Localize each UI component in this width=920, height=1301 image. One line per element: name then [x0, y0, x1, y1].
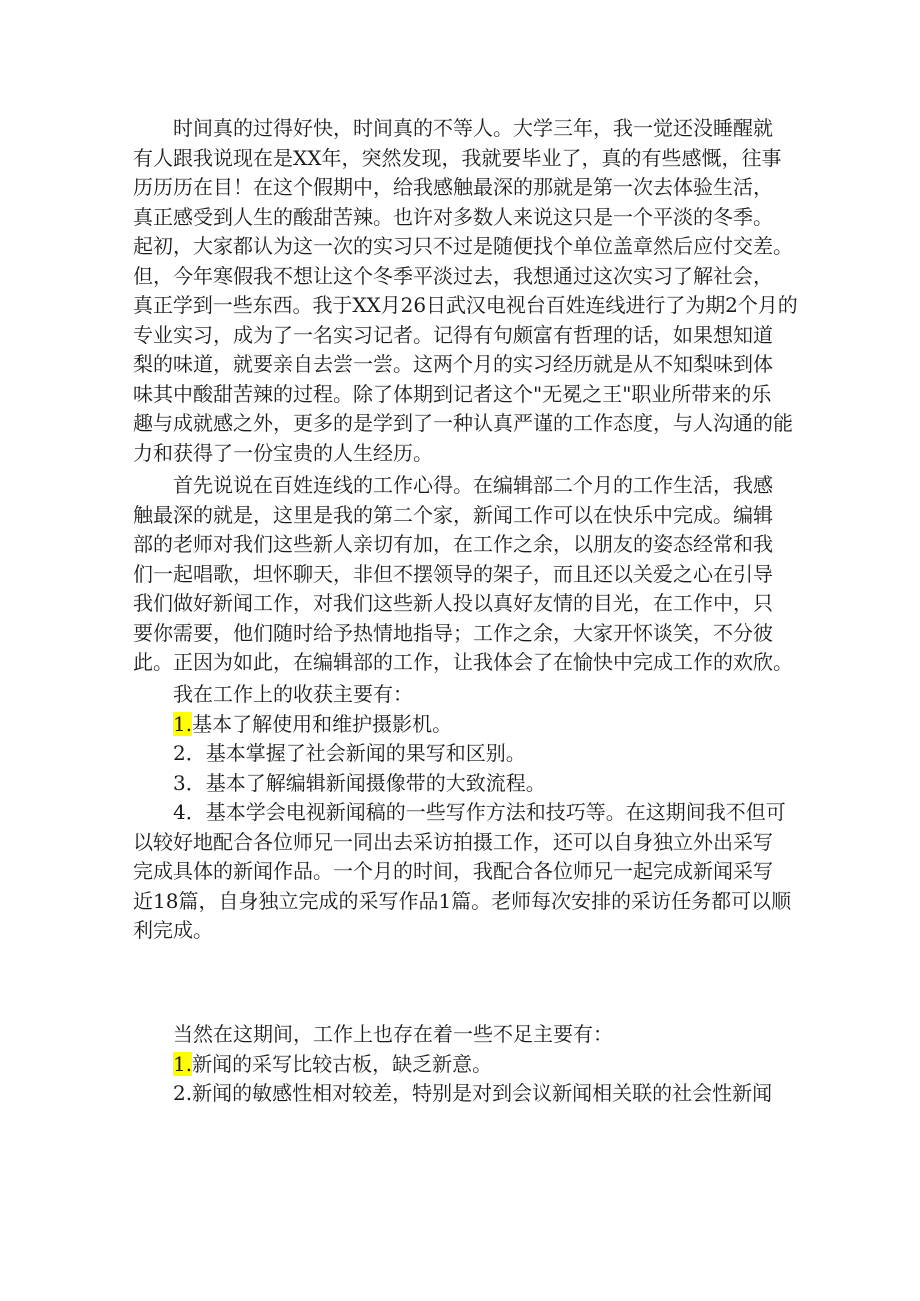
list-text: 新闻的采写比较古板，缺乏新意。: [192, 1051, 493, 1076]
text-line: 真正学到一些东西。我于XX月26日武汉电视台百姓连线进行了为期2个月的: [133, 293, 798, 317]
list-number: 3．: [173, 770, 206, 795]
text-line: 梨的味道，就要亲自去尝一尝。这两个月的实习经历就是从不知梨味到体: [133, 352, 773, 376]
list-item: [133, 1050, 798, 1080]
text-line: 我们做好新闻工作，对我们这些新人投以真好友情的目光，在工作中，只: [133, 591, 773, 615]
list-text: 基本了解编辑新闻摄像带的大致流程。: [205, 770, 546, 795]
text-line: 完成具体的新闻作品。一个月的时间，我配合各位师兄一起完成新闻采写: [133, 859, 773, 883]
text-line: 真正感受到人生的酸甜苦辣。也许对多数人来说这只是一个平淡的冬季。: [133, 204, 773, 229]
paragraph-work-experience: [133, 471, 798, 678]
text-line: 触最深的就是，这里是我的第二个家，新闻工作可以在快乐中完成。编辑: [133, 502, 773, 527]
text-line: 利完成。: [133, 918, 213, 942]
list-item: [133, 769, 798, 799]
gains-section: [133, 680, 798, 798]
list-number-highlighted: 1.: [173, 711, 193, 736]
paragraph-gain-four: [133, 798, 798, 946]
text-line: 近18篇，自身独立完成的采写作品1篇。老师每次安排的采访任务都可以顺: [133, 888, 792, 913]
text-line: 起初，大家都认为这一次的实习只不过是随便找个单位盖章然后应付交差。: [133, 234, 793, 258]
shortfalls-heading: 当然在这期间，工作上也存在着一些不足主要有：: [133, 1022, 613, 1046]
list-item: [133, 1079, 798, 1109]
list-number-highlighted: 1.: [173, 1051, 193, 1076]
text-line: 力和获得了一份宝贵的人生经历。: [133, 440, 433, 465]
list-number: 2.: [173, 1081, 193, 1105]
list-item: [133, 739, 798, 769]
list-text: 基本掌握了社会新闻的果写和区别。: [205, 741, 526, 765]
text-line: 们一起唱歌，坦怀聊天，非但不摆领导的架子，而且还以关爱之心在引导: [133, 561, 773, 586]
text-line: 专业实习，成为了一名实习记者。记得有句颇富有哲理的话，如果想知道: [133, 322, 773, 347]
text-line: 有人跟我说现在是XX年，突然发现，我就要毕业了，真的有些感慨，往事: [133, 145, 782, 170]
list-item: [133, 710, 798, 740]
paragraph-intro: [133, 114, 798, 468]
shortfalls-section: [133, 1020, 798, 1109]
text-line: 4．基本学会电视新闻稿的一些写作方法和技巧等。在这期间我不但可: [133, 800, 786, 824]
text-line: 味其中酸甜苦辣的过程。除了体期到记者这个"无冕之王"职业所带来的乐: [133, 381, 772, 406]
text-line: 但，今年寒假我不想让这个冬季平淡过去，我想通过这次实习了解社会，: [133, 263, 773, 288]
text-line: 历历历在目！在这个假期中，给我感触最深的那就是第一次去体验生活，: [133, 175, 773, 199]
text-line: 此。正因为如此，在编辑部的工作，让我体会了在愉快中完成工作的欢欣。: [133, 650, 793, 674]
text-line: 趣与成就感之外，更多的是学到了一种认真严谨的工作态度，与人沟通的能: [133, 411, 793, 435]
text-line: 首先说说在百姓连线的工作心得。在编辑部二个月的工作生活，我感: [133, 473, 773, 497]
text-line: 时间真的过得好快，时间真的不等人。大学三年，我一觉还没睡醒就: [133, 116, 773, 140]
text-line: 部的老师对我们这些新人亲切有加，在工作之余，以朋友的姿态经常和我: [133, 532, 773, 556]
text-line: 以较好地配合各位师兄一同出去采访拍摄工作，还可以自身独立外出采写: [133, 829, 773, 854]
text-line: 要你需要，他们随时给予热情地指导；工作之余，大家开怀谈笑，不分彼: [133, 620, 773, 645]
list-text: 新闻的敏感性相对较差，特别是对到会议新闻相关联的社会性新闻: [192, 1081, 773, 1105]
list-text: 基本了解使用和维护摄影机。: [192, 711, 453, 736]
list-number: 2．: [173, 741, 206, 765]
gains-heading: 我在工作上的收获主要有：: [133, 682, 413, 706]
